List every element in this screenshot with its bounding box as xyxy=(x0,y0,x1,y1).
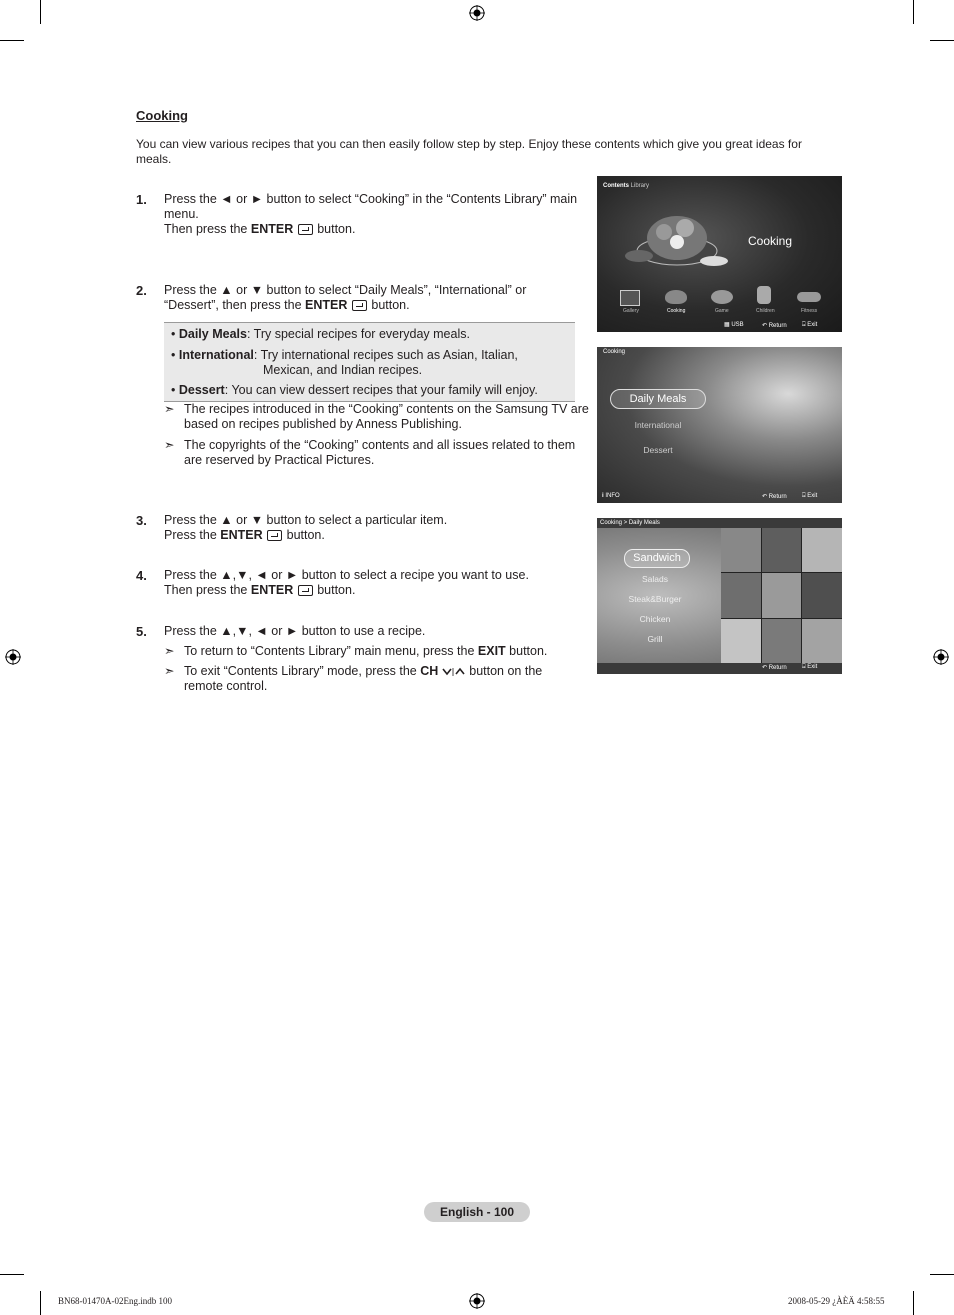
note-dessert xyxy=(171,383,538,398)
return-text: Return xyxy=(768,665,787,671)
children-icon[interactable] xyxy=(757,286,771,304)
term: International xyxy=(178,348,254,362)
step-text: Press the ▲,▼, ◄ or ► button to select a recipe you want to use. xyxy=(164,568,529,582)
registration-mark-icon xyxy=(469,1293,485,1309)
step-text: Press the ▲ or ▼ button to select a particular item. xyxy=(164,513,448,527)
step-text: Press the ◄ or ► button to select “Cooking” in the “Contents Library” main menu. xyxy=(164,192,578,221)
step-number: 4. xyxy=(136,568,147,583)
step-number: 3. xyxy=(136,513,147,528)
bullet: • xyxy=(171,383,179,397)
channel-up-down-icon xyxy=(442,667,466,677)
step-text: button. xyxy=(313,583,356,597)
note-text: The recipes introduced in the “Cooking” contents on the Samsung TV are based on recipes published by Anness Publishing. xyxy=(184,402,589,431)
highlight-title: Cooking xyxy=(748,234,793,248)
description: : Try international recipes such as Asian, Italian, xyxy=(253,348,518,362)
exit-label: EXIT xyxy=(477,644,506,658)
recipe-thumbnail[interactable] xyxy=(802,573,842,617)
registration-mark-icon xyxy=(469,5,485,21)
step-text: Press the ▲ or ▼ button to select “Daily Meals”, “International” or “Dessert”, then press the xyxy=(164,283,527,312)
menu-item-dessert[interactable]: Dessert xyxy=(643,445,673,455)
exit-label: ⍈ Exit xyxy=(802,493,818,499)
step-number: 2. xyxy=(136,283,147,298)
recipe-thumbnail[interactable] xyxy=(721,619,761,663)
crop-mark xyxy=(40,1291,41,1315)
enter-icon xyxy=(267,530,282,541)
bullet: • xyxy=(171,327,179,341)
icon-label: Cooking xyxy=(667,308,686,314)
screenshot-contents-library xyxy=(597,176,842,332)
recipe-thumbnail[interactable] xyxy=(802,528,842,572)
term: Dessert xyxy=(178,383,225,397)
return-text: Return xyxy=(768,323,787,329)
step-text: button. xyxy=(283,528,325,542)
exit-label: ⍈ Exit xyxy=(802,664,818,670)
step-text: Then press the xyxy=(164,583,251,597)
registration-mark-icon xyxy=(5,649,21,665)
screenshot-daily-meals xyxy=(597,518,842,674)
menu-item-daily-meals[interactable]: Daily Meals xyxy=(610,389,706,409)
icon-label: Game xyxy=(715,308,729,314)
recipe-thumbnail[interactable] xyxy=(802,619,842,663)
usb-text: USB xyxy=(731,322,744,328)
step-text: Then press the xyxy=(164,222,251,236)
recipe-thumbnail[interactable] xyxy=(721,573,761,617)
exit-text: Exit xyxy=(807,493,818,499)
cooking-icon[interactable] xyxy=(665,290,687,304)
exit-label: ⍈ Exit xyxy=(802,322,818,328)
salad-bowl-icon xyxy=(619,196,729,276)
print-slug-right: 2008-05-29 ¿ÀÈÄ 4:58:55 xyxy=(788,1296,885,1306)
step-text: Press the xyxy=(164,528,221,542)
screen-header: Cooking xyxy=(603,349,626,355)
print-slug-left: BN68-01470A-02Eng.indb 100 xyxy=(58,1296,172,1306)
enter-label: ENTER xyxy=(250,583,294,597)
step-text: Press the ▲,▼, ◄ or ► button to use a recipe. xyxy=(164,624,426,638)
bullet: • xyxy=(171,348,179,362)
crop-mark xyxy=(40,0,41,24)
step-text: button. xyxy=(367,298,410,312)
icon-label: Children xyxy=(756,308,775,314)
menu-item-international[interactable]: International xyxy=(634,420,682,430)
header-rest: Library xyxy=(629,183,650,189)
note-arrow-icon: ➣ xyxy=(164,644,175,658)
note-arrow-icon: ➣ xyxy=(164,664,175,678)
info-label: i INFO xyxy=(602,493,620,499)
note-daily-meals xyxy=(171,327,470,342)
return-label: ↶ Return xyxy=(762,665,787,671)
return-text: Return xyxy=(768,494,787,500)
note-international xyxy=(171,348,518,378)
category-notes-box xyxy=(164,322,575,402)
note-arrow-icon: ➣ xyxy=(164,402,175,416)
menu-item-chicken[interactable]: Chicken xyxy=(639,614,671,624)
description: : Try special recipes for everyday meals. xyxy=(246,327,470,341)
menu-item-grill[interactable]: Grill xyxy=(647,634,663,644)
crop-mark xyxy=(913,0,914,24)
recipe-thumbnail[interactable] xyxy=(762,528,802,572)
return-label: ↶ Return xyxy=(762,323,787,329)
gallery-icon[interactable] xyxy=(620,290,640,306)
description: : You can view dessert recipes that your family will enjoy. xyxy=(224,383,538,397)
return-label: ↶ Return xyxy=(762,494,787,500)
enter-label: ENTER xyxy=(220,528,263,542)
exit-text: Exit xyxy=(807,664,818,670)
term: Daily Meals xyxy=(178,327,247,341)
crop-mark xyxy=(930,40,954,41)
recipe-thumbnail[interactable] xyxy=(721,528,761,572)
ch-label: CH xyxy=(420,664,439,678)
note-text: The copyrights of the “Cooking” contents and all issues related to them are reserved by Practical Pictures. xyxy=(184,438,576,467)
note-text: button. xyxy=(505,644,548,658)
step-number: 5. xyxy=(136,624,147,639)
menu-item-sandwich[interactable]: Sandwich xyxy=(624,549,690,568)
note-text: To return to “Contents Library” main menu, press the xyxy=(184,644,478,658)
crop-mark xyxy=(930,1274,954,1275)
note-text: button on the remote control. xyxy=(184,664,543,693)
screenshot-cooking-categories xyxy=(597,347,842,503)
crop-mark xyxy=(0,40,24,41)
usb-label: ▦ USB xyxy=(724,322,744,328)
registration-mark-icon xyxy=(933,649,949,665)
crop-mark xyxy=(913,1291,914,1315)
description: Mexican, and Indian recipes. xyxy=(263,363,423,377)
fitness-icon[interactable] xyxy=(797,292,821,302)
step-number: 1. xyxy=(136,192,147,207)
screen-header: Cooking > Daily Meals xyxy=(600,520,660,526)
crop-mark xyxy=(0,1274,24,1275)
game-icon[interactable] xyxy=(711,290,733,304)
enter-label: ENTER xyxy=(250,222,294,236)
recipe-thumbnail[interactable] xyxy=(762,573,802,617)
section-title: Cooking xyxy=(136,108,188,123)
enter-icon xyxy=(298,585,313,596)
icon-label: Gallery xyxy=(623,308,639,314)
enter-icon xyxy=(298,224,313,235)
page-number-badge: English - 100 xyxy=(424,1202,530,1222)
menu-item-steak-burger[interactable]: Steak&Burger xyxy=(628,594,682,604)
recipe-thumbnail[interactable] xyxy=(762,619,802,663)
icon-label: Fitness xyxy=(801,308,818,314)
note-text: To exit “Contents Library” mode, press the xyxy=(184,664,421,678)
enter-icon xyxy=(352,300,367,311)
header-bold: Contents xyxy=(603,183,629,189)
intro-text: You can view various recipes that you can then easily follow step by step. Enjoy these contents which give you great ideas for meals. xyxy=(136,137,802,166)
enter-label: ENTER xyxy=(305,298,348,312)
info-text: INFO xyxy=(605,493,620,499)
recipe-thumbnail-grid xyxy=(721,528,842,663)
note-arrow-icon: ➣ xyxy=(164,438,175,452)
menu-item-salads[interactable]: Salads xyxy=(642,574,668,584)
exit-text: Exit xyxy=(807,322,818,328)
screen-header xyxy=(603,183,649,189)
step-text: button. xyxy=(313,222,356,236)
